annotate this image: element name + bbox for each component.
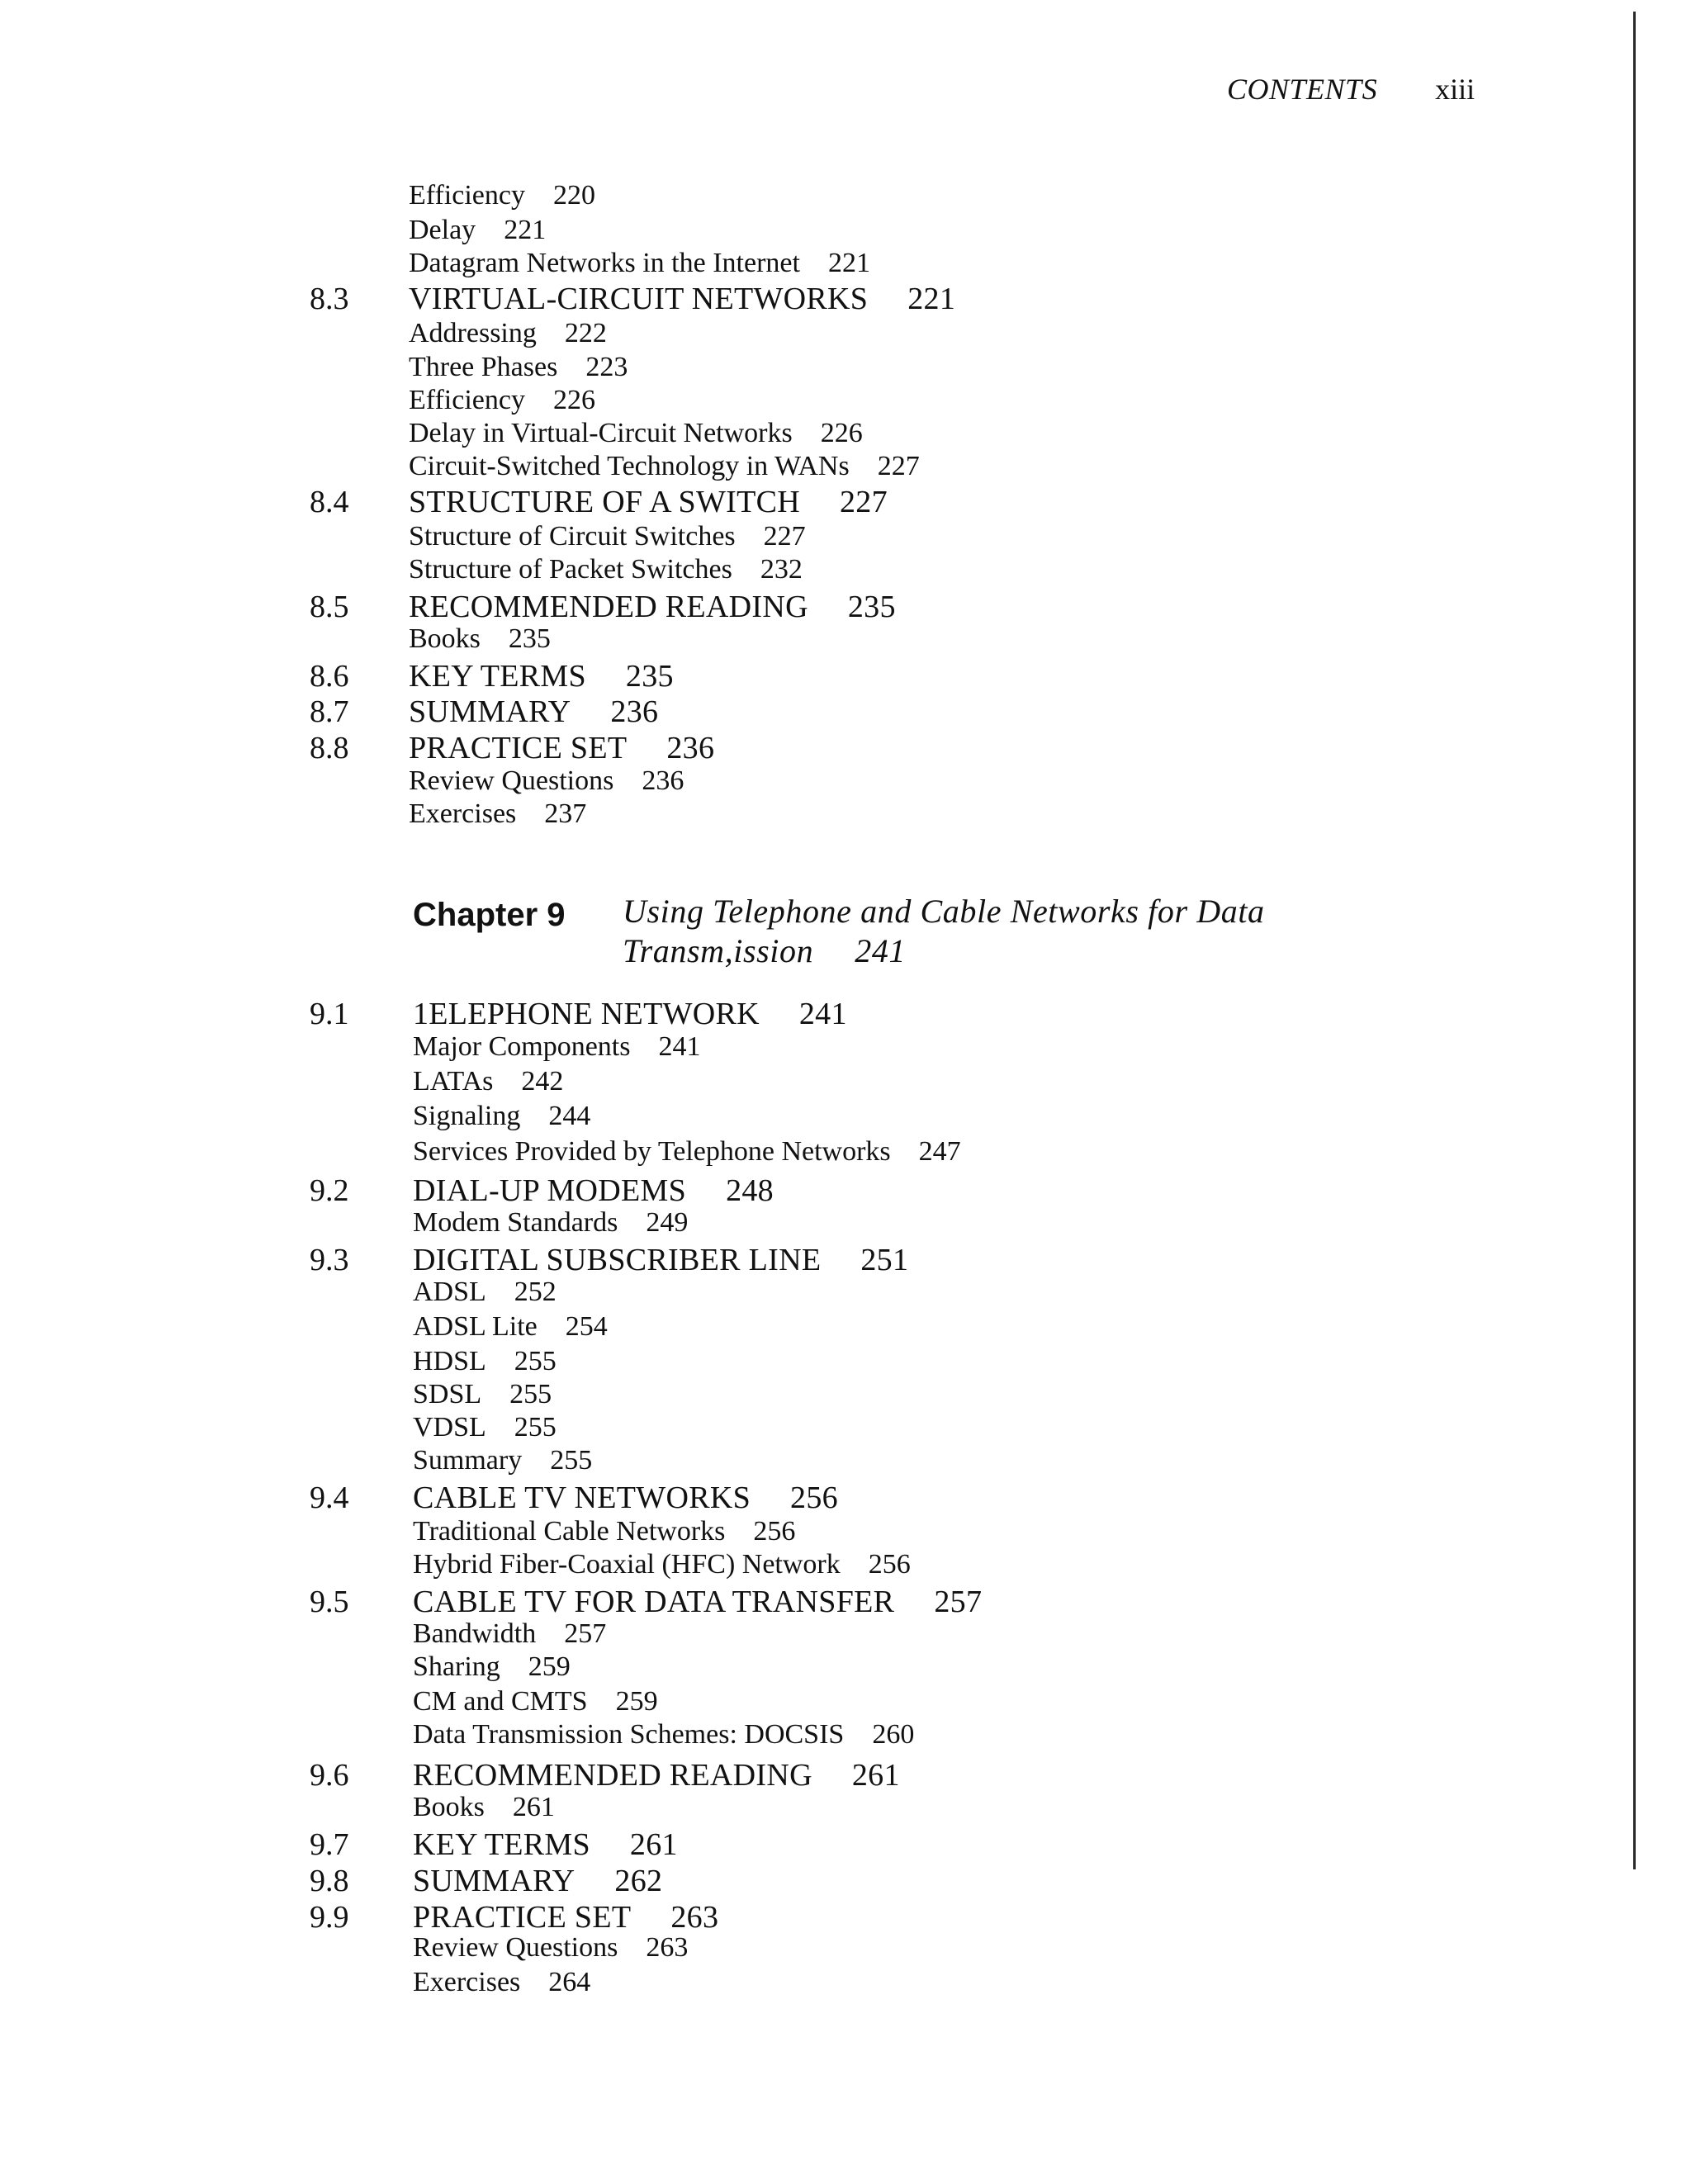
subsection-page-number: 221 [827, 248, 870, 278]
section-page-number: 257 [934, 1585, 983, 1619]
subsection-page-number: 244 [548, 1101, 591, 1131]
subsection-title-text: Modem Standards [413, 1207, 618, 1238]
subsection-title-text: Datagram Networks in the Internet [409, 248, 800, 278]
section-number: 9.8 [310, 1864, 349, 1898]
subsection-page-number: 232 [760, 554, 803, 585]
subsection-page-number: 226 [552, 385, 595, 415]
subsection-title-text: Services Provided by Telephone Networks [413, 1136, 891, 1167]
section-page-number: 261 [629, 1827, 678, 1862]
subsection-page-number: 254 [565, 1311, 608, 1342]
subsection-title [409, 554, 803, 585]
section-title-text: KEY TERMS [409, 659, 586, 694]
section-title-text: CABLE TV NETWORKS [413, 1480, 751, 1515]
subsection-page-number: 223 [585, 352, 628, 382]
subsection-title [413, 1792, 555, 1823]
subsection-page-number: 220 [552, 180, 595, 211]
section-title-text: CABLE TV FOR DATA TRANSFER [413, 1585, 895, 1619]
subsection-title-text: LATAs [413, 1066, 494, 1097]
subsection-title-text: VDSL [413, 1412, 486, 1443]
section-title [409, 658, 674, 694]
subsection-title-text: Structure of Packet Switches [409, 554, 732, 585]
section-number: 8.8 [310, 731, 349, 765]
subsection-title-text: Review Questions [409, 765, 614, 796]
chapter-label: Chapter 9 [413, 897, 566, 933]
subsection-title [413, 1445, 592, 1476]
section-page-number: 236 [666, 731, 715, 765]
subsection-title-text: Exercises [413, 1967, 521, 1997]
subsection-page-number: 263 [646, 1932, 689, 1963]
section-page-number: 262 [614, 1864, 663, 1898]
subsection-title [409, 215, 546, 246]
subsection-page-number: 255 [514, 1412, 557, 1443]
subsection-title-text: Summary [413, 1445, 523, 1476]
subsection-page-number: 226 [820, 418, 863, 448]
subsection-page-number: 237 [544, 798, 587, 829]
subsection-title [413, 1346, 557, 1377]
subsection-title [413, 1719, 914, 1751]
subsection-title [413, 1101, 590, 1132]
subsection-page-number: 261 [512, 1792, 555, 1822]
subsection-title [413, 1207, 688, 1239]
section-title [413, 1863, 662, 1899]
section-title [409, 694, 658, 730]
subsection-page-number: 259 [615, 1686, 658, 1717]
subsection-page-number: 247 [918, 1136, 961, 1167]
running-head [1227, 71, 1475, 107]
subsection-title [409, 248, 870, 279]
section-title [409, 484, 888, 520]
section-number: 9.3 [310, 1243, 349, 1277]
section-page-number: 227 [839, 485, 888, 519]
section-page-number: 236 [610, 694, 659, 729]
subsection-title-text: Addressing [409, 318, 537, 348]
chapter-title-line-2-text: Transm,ission [623, 932, 814, 969]
section-number: 9.4 [310, 1480, 349, 1515]
section-page-number: 235 [625, 659, 674, 694]
subsection-title-text: Delay in Virtual-Circuit Networks [409, 418, 793, 448]
subsection-title [413, 1618, 606, 1650]
subsection-page-number: 241 [658, 1031, 701, 1062]
section-title-text: RECOMMENDED READING [413, 1758, 812, 1793]
subsection-title-text: Traditional Cable Networks [413, 1516, 726, 1547]
section-number: 9.1 [310, 997, 349, 1031]
subsection-page-number: 252 [514, 1277, 557, 1307]
subsection-title [409, 180, 595, 211]
section-title-text: RECOMMENDED READING [409, 590, 808, 624]
subsection-title [413, 1516, 795, 1547]
subsection-title-text: Three Phases [409, 352, 558, 382]
section-number: 8.3 [310, 282, 349, 316]
section-title-text: 1ELEPHONE NETWORK [413, 997, 760, 1031]
running-head-title: CONTENTS [1227, 73, 1378, 106]
subsection-title-text: ADSL Lite [413, 1311, 538, 1342]
subsection-title [413, 1379, 552, 1410]
subsection-title-text: Bandwidth [413, 1618, 537, 1649]
subsection-title [413, 1031, 700, 1063]
subsection-page-number: 255 [550, 1445, 593, 1476]
subsection-page-number: 222 [564, 318, 607, 348]
subsection-page-number: 255 [514, 1346, 557, 1376]
section-page-number: 248 [726, 1173, 774, 1208]
section-number: 9.7 [310, 1827, 349, 1862]
section-page-number: 256 [790, 1480, 838, 1515]
subsection-title [413, 1136, 961, 1168]
section-title [413, 996, 847, 1032]
subsection-title [413, 1066, 563, 1097]
subsection-title [409, 798, 586, 830]
section-title-text: DIAL-UP MODEMS [413, 1173, 687, 1208]
subsection-title-text: Efficiency [409, 385, 525, 415]
subsection-title [409, 451, 920, 482]
section-title [409, 589, 896, 625]
subsection-title-text: Hybrid Fiber-Coaxial (HFC) Network [413, 1549, 841, 1580]
section-title-text: STRUCTURE OF A SWITCH [409, 485, 800, 519]
subsection-page-number: 235 [508, 623, 551, 654]
section-page-number: 263 [670, 1900, 719, 1935]
subsection-page-number: 221 [504, 215, 547, 245]
subsection-page-number: 249 [646, 1207, 689, 1238]
subsection-page-number: 227 [763, 521, 806, 552]
section-title [413, 1899, 718, 1935]
subsection-title [413, 1932, 688, 1964]
subsection-title [413, 1549, 911, 1580]
subsection-title-text: Sharing [413, 1651, 500, 1682]
subsection-title [413, 1412, 557, 1443]
section-number: 8.5 [310, 590, 349, 624]
subsection-title-text: Signaling [413, 1101, 521, 1131]
section-title-text: SUMMARY [413, 1864, 576, 1898]
subsection-title-text: Data Transmission Schemes: DOCSIS [413, 1719, 845, 1750]
subsection-title-text: Major Components [413, 1031, 631, 1062]
subsection-title [409, 318, 607, 349]
section-page-number: 261 [851, 1758, 900, 1793]
subsection-title [413, 1277, 557, 1308]
subsection-title-text: Exercises [409, 798, 517, 829]
subsection-page-number: 255 [509, 1379, 552, 1409]
subsection-title-text: Circuit-Switched Technology in WANs [409, 451, 850, 481]
subsection-page-number: 227 [877, 451, 920, 481]
section-number: 9.2 [310, 1173, 349, 1208]
section-title [413, 1480, 838, 1516]
subsection-page-number: 256 [753, 1516, 796, 1547]
subsection-title [413, 1967, 590, 1998]
page-edge-rule [1633, 12, 1636, 1869]
section-number: 8.7 [310, 694, 349, 729]
subsection-title [409, 765, 684, 797]
section-page-number: 221 [907, 282, 956, 316]
section-title-text: PRACTICE SET [409, 731, 628, 765]
subsection-page-number: 257 [564, 1618, 607, 1649]
subsection-page-number: 264 [548, 1967, 591, 1997]
section-number: 9.6 [310, 1758, 349, 1793]
chapter-page-number: 241 [855, 932, 907, 969]
chapter-title-line-1: Using Telephone and Cable Networks for Data [623, 893, 1265, 930]
section-title-text: PRACTICE SET [413, 1900, 632, 1935]
subsection-title-text: Structure of Circuit Switches [409, 521, 736, 552]
subsection-page-number: 259 [528, 1651, 571, 1682]
section-title-text: DIGITAL SUBSCRIBER LINE [413, 1243, 822, 1277]
subsection-title [413, 1686, 658, 1717]
section-number: 9.9 [310, 1900, 349, 1935]
subsection-title [409, 418, 863, 449]
section-number: 8.4 [310, 485, 349, 519]
subsection-title [409, 623, 551, 655]
section-title-text: KEY TERMS [413, 1827, 590, 1862]
subsection-title-text: Books [413, 1792, 485, 1822]
subsection-page-number: 236 [642, 765, 684, 796]
chapter-title-line-2 [623, 931, 1265, 971]
subsection-title-text: Delay [409, 215, 476, 245]
subsection-title-text: ADSL [413, 1277, 486, 1307]
subsection-title-text: CM and CMTS [413, 1686, 588, 1717]
section-title [409, 730, 714, 766]
section-page-number: 235 [847, 590, 896, 624]
section-page-number: 241 [798, 997, 847, 1031]
section-title-text: VIRTUAL-CIRCUIT NETWORKS [409, 282, 869, 316]
section-title [413, 1584, 982, 1620]
subsection-title [413, 1651, 571, 1683]
section-number: 8.6 [310, 659, 349, 694]
subsection-page-number: 256 [868, 1549, 911, 1580]
section-title [413, 1757, 900, 1793]
section-title [409, 281, 955, 317]
section-title [413, 1826, 678, 1863]
section-page-number: 251 [860, 1243, 909, 1277]
section-title [413, 1173, 774, 1209]
subsection-title-text: Efficiency [409, 180, 525, 211]
subsection-title [409, 521, 806, 552]
section-number: 9.5 [310, 1585, 349, 1619]
subsection-title-text: HDSL [413, 1346, 486, 1376]
chapter-title [623, 892, 1265, 971]
subsection-title [409, 352, 628, 383]
running-head-page-number: xiii [1435, 73, 1475, 106]
subsection-page-number: 260 [872, 1719, 915, 1750]
subsection-title [409, 385, 595, 416]
subsection-title-text: SDSL [413, 1379, 482, 1409]
subsection-page-number: 242 [521, 1066, 564, 1097]
section-title-text: SUMMARY [409, 694, 571, 729]
subsection-title-text: Books [409, 623, 481, 654]
section-title [413, 1242, 908, 1278]
subsection-title [413, 1311, 608, 1343]
subsection-title-text: Review Questions [413, 1932, 618, 1963]
